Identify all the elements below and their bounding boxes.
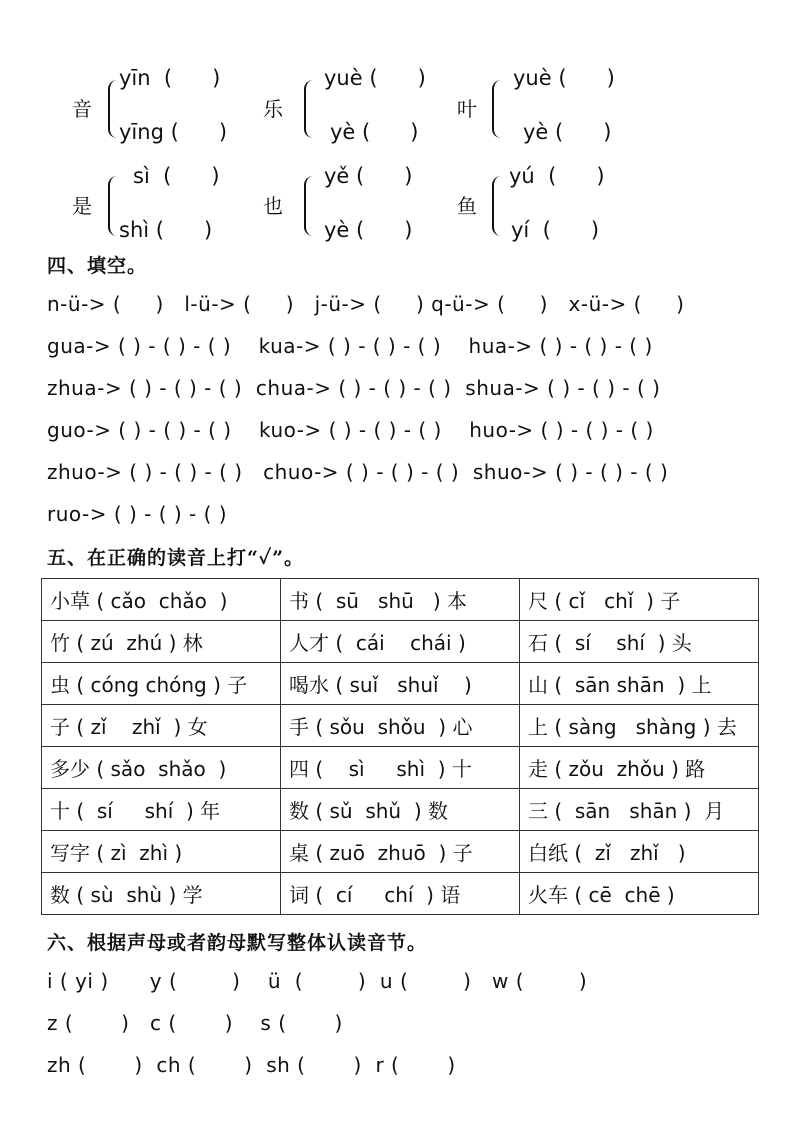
fill-line: guo-> ( ) - ( ) - ( ) kuo-> ( ) - ( ) - ( ) huo-> ( ) - ( ) - ( ): [47, 418, 654, 442]
section-4-title: 四、填空。: [47, 255, 148, 277]
fill-line: ruo-> ( ) - ( ) - ( ): [47, 502, 228, 526]
table-row: [42, 789, 759, 831]
table-cell: 竹 ( zú zhú ) 林: [42, 621, 281, 663]
pinyin-option: yí ( ): [511, 218, 600, 242]
brace-bottom: [304, 204, 315, 236]
table-cell: 三 ( sān shān ) 月: [520, 789, 759, 831]
polyphone-char: 是: [72, 194, 92, 218]
table-cell: 十 ( sí shí ) 年: [42, 789, 281, 831]
pinyin-option: yīn ( ): [119, 66, 221, 90]
brace-top: [492, 176, 503, 204]
pinyin-option: yuè ( ): [324, 66, 426, 90]
pinyin-option: yè ( ): [330, 120, 419, 144]
pinyin-option: yè ( ): [324, 218, 413, 242]
table-cell: 山 ( sān shān ) 上: [520, 663, 759, 705]
table-row: [42, 873, 759, 915]
brace-top: [304, 176, 315, 204]
table-cell: 数 ( sù shù ) 学: [42, 873, 281, 915]
brace-top: [304, 80, 315, 108]
brace-bottom: [492, 204, 503, 236]
table-cell: 石 ( sí shí ) 头: [520, 621, 759, 663]
fill-line: zh ( ) ch ( ) sh ( ) r ( ): [47, 1053, 456, 1077]
fill-line: zhua-> ( ) - ( ) - ( ) chua-> ( ) - ( ) - ( ) shua-> ( ) - ( ) - ( ): [47, 376, 661, 400]
pinyin-option: sì ( ): [133, 164, 220, 188]
pinyin-option: shì ( ): [119, 218, 213, 242]
polyphone-char: 乐: [263, 97, 283, 121]
polyphone-char: 也: [263, 194, 283, 218]
pinyin-option: yè ( ): [523, 120, 612, 144]
table-cell: 喝水 ( suǐ shuǐ ): [281, 663, 520, 705]
polyphone-char: 鱼: [457, 194, 477, 218]
table-cell: 上 ( sàng shàng ) 去: [520, 705, 759, 747]
table-cell: 手 ( sǒu shǒu ) 心: [281, 705, 520, 747]
pinyin-option: yú ( ): [509, 164, 605, 188]
table-cell: 数 ( sǔ shǔ ) 数: [281, 789, 520, 831]
table-row: [42, 705, 759, 747]
table-cell: 尺 ( cǐ chǐ ) 子: [520, 579, 759, 621]
polyphone-char: 音: [72, 97, 92, 121]
fill-line: i ( yi ) y ( ) ü ( ) u ( ) w ( ): [47, 969, 588, 993]
pinyin-option: yuè ( ): [513, 66, 615, 90]
table-cell: 词 ( cí chí ) 语: [281, 873, 520, 915]
polyphone-char: 叶: [457, 97, 477, 121]
section-5-title: 五、在正确的读音上打“✓”。: [47, 547, 305, 569]
brace-bottom: [108, 108, 119, 138]
table-cell: 四 ( sì shì ) 十: [281, 747, 520, 789]
fill-line: n-ü-> ( ) l-ü-> ( ) j-ü-> ( ) q-ü-> ( ) x-ü-> ( ): [47, 292, 685, 316]
brace-top: [108, 176, 119, 204]
brace-top: [108, 80, 119, 108]
table-cell: 多少 ( sǎo shǎo ): [42, 747, 281, 789]
pinyin-option: yīng ( ): [119, 120, 228, 144]
brace-top: [492, 80, 503, 108]
table-row: [42, 831, 759, 873]
pronunciation-table: [41, 578, 759, 915]
section-6-title: 六、根据声母或者韵母默写整体认读音节。: [47, 932, 428, 954]
brace-bottom: [492, 108, 503, 138]
table-cell: 书 ( sū shū ) 本: [281, 579, 520, 621]
fill-line: z ( ) c ( ) s ( ): [47, 1011, 343, 1035]
table-cell: 小草 ( cǎo chǎo ): [42, 579, 281, 621]
fill-line: gua-> ( ) - ( ) - ( ) kua-> ( ) - ( ) - ( ) hua-> ( ) - ( ) - ( ): [47, 334, 653, 358]
table-cell: 白纸 ( zǐ zhǐ ): [520, 831, 759, 873]
table-cell: 子 ( zǐ zhǐ ) 女: [42, 705, 281, 747]
table-cell: 走 ( zǒu zhǒu ) 路: [520, 747, 759, 789]
brace-bottom: [108, 204, 119, 236]
table-cell: 写字 ( zì zhì ): [42, 831, 281, 873]
fill-line: zhuo-> ( ) - ( ) - ( ) chuo-> ( ) - ( ) - ( ) shuo-> ( ) - ( ) - ( ): [47, 460, 669, 484]
table-cell: 火车 ( cē chē ): [520, 873, 759, 915]
pinyin-option: yě ( ): [324, 164, 413, 188]
table-cell: 桌 ( zuō zhuō ) 子: [281, 831, 520, 873]
table-row: [42, 579, 759, 621]
table-row: [42, 747, 759, 789]
table-row: [42, 663, 759, 705]
table-cell: 人才 ( cái chái ): [281, 621, 520, 663]
table-row: [42, 621, 759, 663]
table-cell: 虫 ( cóng chóng ) 子: [42, 663, 281, 705]
brace-bottom: [304, 108, 315, 138]
